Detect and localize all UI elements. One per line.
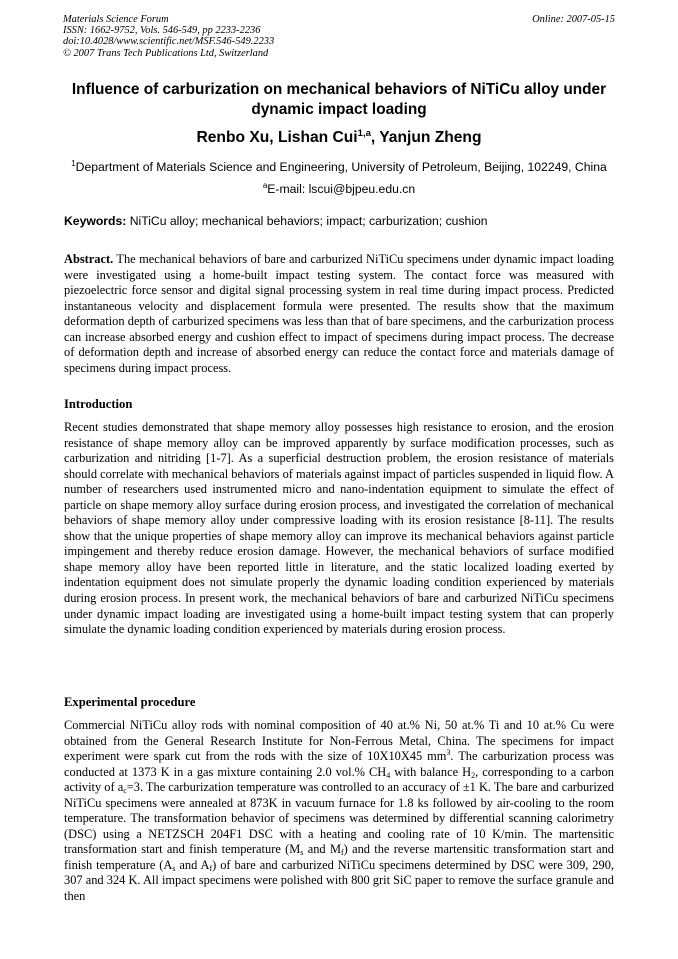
experimental-paragraph [64, 718, 614, 905]
intro-paragraph: Recent studies demonstrated that shape memory alloy possesses high resistance to erosion, and the erosion resistance of shape memory alloy can be improved apparently by surface modification processes, such as carburization and nitriding [1-7]. As a superficial destruction problem, the erosion resistance of materials should correlate with mechanical behaviors of materials against impact of particles suspended in liquid flow. A number of researchers used instrumented micro and nano-indentation equipment to simulate the effect of particle on shape memory alloy surface during erosion process, and investigated the correlation of mechanical behaviors of shape memory alloy under compressive loading with its erosion resistance [8-11]. The results show that the unique properties of shape memory alloy can improve its mechanical behaviors against particle impingement and thereby reduce erosion damage. However, the mechanical behaviors of surface modified shape memory alloy have been reported little in literature, and the static localized loading exerted by indentation equipment does not simulate properly the dynamic loading condition experienced by materials during erosion process. In present work, the mechanical behaviors of bare and carburized NiTiCu specimens under dynamic impact loading are investigated using a home-built impact testing system that can properly simulate the dynamic loading condition experienced by materials during erosion process. [64, 420, 614, 637]
affiliation-text: Department of Materials Science and Engineering, University of Petroleum, Beijing, 102249, China [75, 160, 607, 174]
keywords-label: Keywords: [64, 214, 127, 228]
exp-sub-af: f [209, 863, 213, 873]
paper-title: Influence of carburization on mechanical behaviors of NiTiCu alloy under dynamic impact loading [71, 81, 607, 118]
author-2-marker: 1,a [357, 128, 371, 139]
exp-sub-h2: 2 [471, 770, 476, 780]
journal-header [63, 14, 274, 59]
abstract-text: The mechanical behaviors of bare and carburized NiTiCu specimens under dynamic impact loading were investigated using a home-built impact testing system. The contact force was measured with piezoelectric force sensor and digital signal processing system in real time during impact process. Predicted instantaneous velocity and displacement formula were presented. The results show that the maximum deformation depth of carburized specimens was less than that of bare specimens, and the carburization process can increase absorbed energy and cushion effect to impact of specimens during impact process. The decrease of deformation depth and increase of absorbed energy can reduce the contact force and materials damage of specimens during impact process. [64, 252, 614, 375]
exp-text-2: . The carburization process was conducted at 1373 K in a gas mixture containing 2.0 vol.% CH [64, 749, 614, 779]
author-list [40, 124, 638, 148]
author-3: , Yanjun Zheng [370, 129, 482, 146]
online-date: Online: 2007-05-15 [532, 14, 615, 25]
email-marker: a [262, 181, 268, 190]
abstract [64, 252, 614, 376]
exp-sub-as: s [172, 863, 176, 873]
exp-text-4: , corresponding to a carbon activity of a [64, 764, 614, 795]
author-1: Renbo Xu, [196, 129, 278, 146]
exp-sub-ch4: 4 [386, 770, 391, 780]
exp-text-8: and A [175, 857, 210, 872]
author-2: Lishan Cui [277, 129, 358, 146]
exp-text-3: with balance H [390, 764, 472, 779]
email [40, 177, 638, 198]
abstract-label: Abstract. [64, 252, 114, 266]
exp-sub-ac: c [123, 786, 127, 796]
experimental-heading: Experimental procedure [64, 695, 196, 709]
exp-sub-ms: s [300, 848, 304, 858]
keywords-text: NiTiCu alloy; mechanical behaviors; impact; carburization; cushion [126, 214, 488, 228]
doi-line: doi:10.4028/www.scientific.net/MSF.546-549.2233 [63, 36, 275, 48]
issn-line: ISSN: 1662-9752, Vols. 546-549, pp 2233-2236 [63, 25, 261, 37]
intro-heading: Introduction [64, 397, 133, 411]
copyright-line: © 2007 Trans Tech Publications Ltd, Switzerland [63, 47, 269, 59]
email-text: E-mail: lscui@bjpeu.edu.cn [267, 182, 416, 196]
affiliation [40, 155, 638, 176]
exp-sub-mf: f [340, 848, 344, 858]
exp-text-6: and M [303, 842, 341, 857]
keywords [64, 212, 616, 230]
journal-name: Materials Science Forum [63, 14, 169, 25]
exp-sup-1: 3 [446, 748, 451, 758]
exp-text-5: =3. The carburization temperature was controlled to an accuracy of ±1 K. The bare and carburized NiTiCu specimens were annealed at 873K in vacuum furnace for 1.8 ks followed by air-cooling to the room temperature. The transformation behavior of specimens was determined by differential scanning calorimetry (DSC) using a NETZSCH 204F1 DSC with a heating and cooling rate of 10 K/min. The martensitic transformation start and finish temperature (M [64, 780, 614, 857]
exp-text-7: ) and the reverse martensitic transformation start and finish temperature (A [64, 842, 614, 872]
affiliation-marker: 1 [71, 159, 76, 168]
exp-text-1: Commercial NiTiCu alloy rods with nominal composition of 40 at.% Ni, 50 at.% Ti and 10 at.% Cu were obtained from the General Research Institute for Non-Ferrous Metal, China. The specimens for impact experiment were spark cut from the rods with the size of 10X10X45 mm [64, 718, 614, 764]
exp-text-9: ) of bare and carburized NiTiCu specimens determined by DSC were 309, 290, 307 and 324 K. All impact specimens were polished with 800 grit SiC paper to remove the surface granule and then [64, 857, 614, 904]
